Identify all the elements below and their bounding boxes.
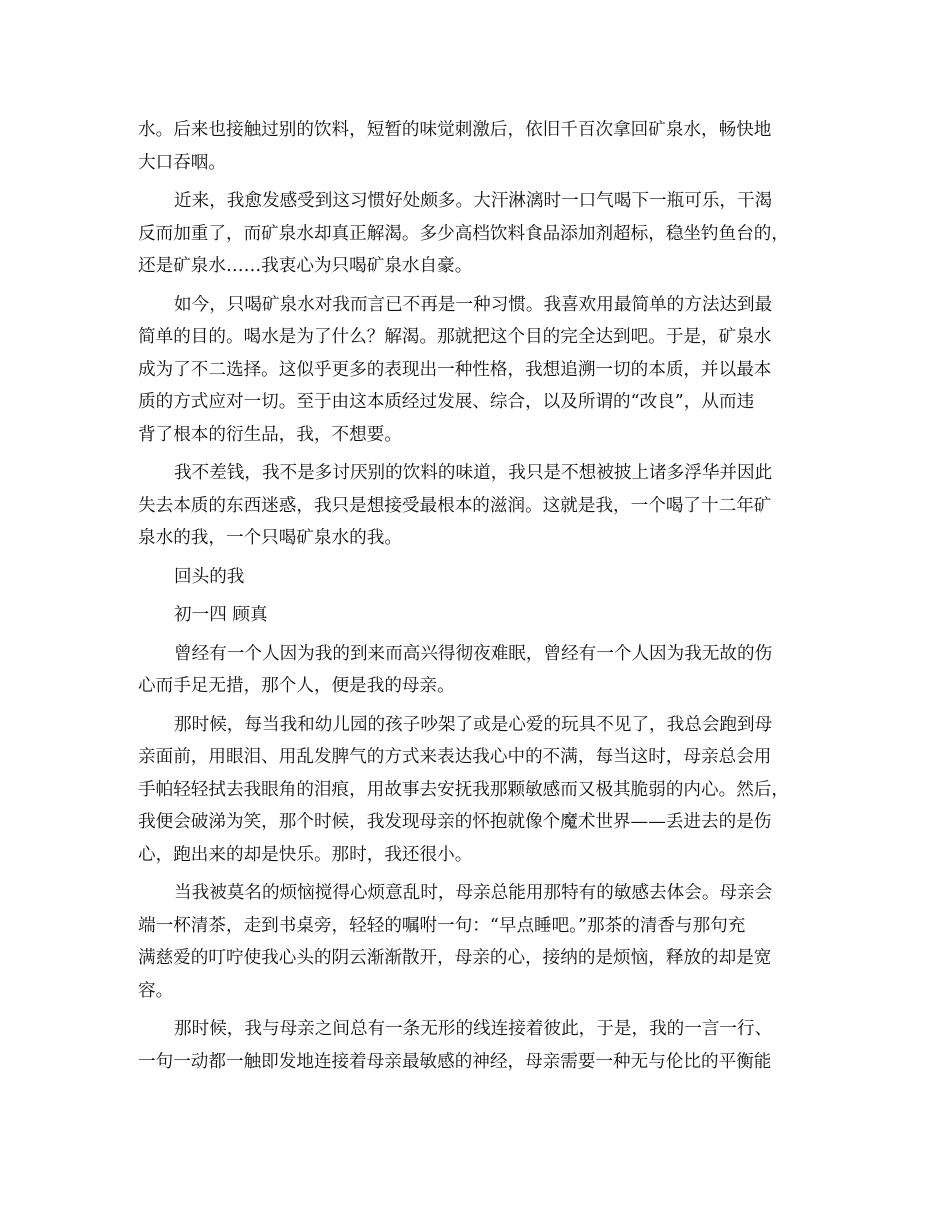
text-line: 成为了不二选择。这似乎更多的表现出一种性格，我想追溯一切的本质，并以最本	[138, 359, 772, 380]
text-line: 如今，只喝矿泉水对我而言已不再是一种习惯。我喜欢用最简单的方法达到最	[174, 294, 773, 315]
paragraph-p5	[138, 561, 822, 594]
paragraph-p2	[138, 185, 822, 283]
text-line: 那时候，我与母亲之间总有一条无形的线连接着彼此，于是，我的一言一行、	[174, 1019, 773, 1039]
text-line: 大口吞咽。	[138, 152, 226, 173]
text-line: 心而手足无措，那个人，便是我的母亲。	[138, 676, 455, 696]
paragraph-p4	[138, 457, 822, 555]
text-line: 我便会破涕为笑，那个时候，我发现母亲的怀抱就像个魔术世界——丢进去的是伤	[138, 812, 772, 832]
text-line: 心，跑出来的却是快乐。那时，我还很小。	[138, 844, 473, 865]
text-line: 端一杯清茶，走到书桌旁，轻轻的嘱咐一句：“早点睡吧。”那茶的清香与那句充	[138, 915, 746, 936]
text-line: 泉水的我，一个只喝矿泉水的我。	[138, 528, 402, 548]
text-line: 回头的我	[174, 566, 245, 587]
text-line: 质的方式应对一切。至于由这本质经过发展、综合，以及所谓的“改良”，从而违	[138, 392, 755, 412]
paragraph-p9	[138, 877, 822, 1007]
paragraph-p3	[138, 289, 822, 452]
paragraph-p6	[138, 599, 822, 632]
paragraph-p10	[138, 1013, 822, 1078]
text-line: 失去本质的东西迷惑，我只是想接受最根本的滋润。这就是我，一个喝了十二年矿	[138, 495, 772, 516]
text-line: 一句一动都一触即发地连接着母亲最敏感的神经，母亲需要一种无与伦比的平衡能	[138, 1051, 772, 1072]
text-line: 近来，我愈发感受到这习惯好处颇多。大汗淋漓时一口气喝下一瓶可乐，干渴	[174, 191, 773, 211]
paragraph-p1	[138, 114, 822, 179]
text-line: 初一四 顾真	[174, 605, 268, 625]
paragraph-p8	[138, 709, 822, 872]
document-body	[138, 114, 822, 1084]
text-line: 背了根本的衍生品，我，不想要。	[138, 424, 402, 445]
text-line: 那时候，每当我和幼儿园的孩子吵架了或是心爱的玩具不见了，我总会跑到母	[174, 714, 773, 735]
text-line: 亲面前，用眼泪、用乱发脾气的方式来表达我心中的不满，每当这时，母亲总会用	[138, 747, 772, 767]
text-line: 水。后来也接触过别的饮料，短暂的味觉刺激后，依旧千百次拿回矿泉水，畅快地	[138, 120, 772, 140]
text-line: 曾经有一个人因为我的到来而高兴得彻夜难眠，曾经有一个人因为我无故的伤	[174, 643, 773, 664]
text-line: 满慈爱的叮咛使我心头的阴云渐渐散开，母亲的心，接纳的是烦恼，释放的却是宽	[138, 948, 772, 968]
text-line: 简单的目的。喝水是为了什么？解渴。那就把这个目的完全达到吧。于是，矿泉水	[138, 327, 772, 347]
text-line: 还是矿泉水……我衷心为只喝矿泉水自豪。	[138, 256, 473, 276]
text-line: 当我被莫名的烦恼搅得心烦意乱时，母亲总能用那特有的敏感去体会。母亲会	[174, 883, 773, 903]
text-line: 反而加重了，而矿泉水却真正解渴。多少高档饮料食品添加剂超标，稳坐钓鱼台的，	[138, 223, 789, 244]
text-line: 容。	[138, 980, 174, 1001]
text-line: 手帕轻轻拭去我眼角的泪痕，用故事去安抚我那颗敏感而又极其脆弱的内心。然后，	[138, 779, 789, 800]
paragraph-p7	[138, 638, 822, 703]
text-line: 我不差钱，我不是多讨厌别的饮料的味道，我只是不想被披上诸多浮华并因此	[174, 463, 773, 483]
